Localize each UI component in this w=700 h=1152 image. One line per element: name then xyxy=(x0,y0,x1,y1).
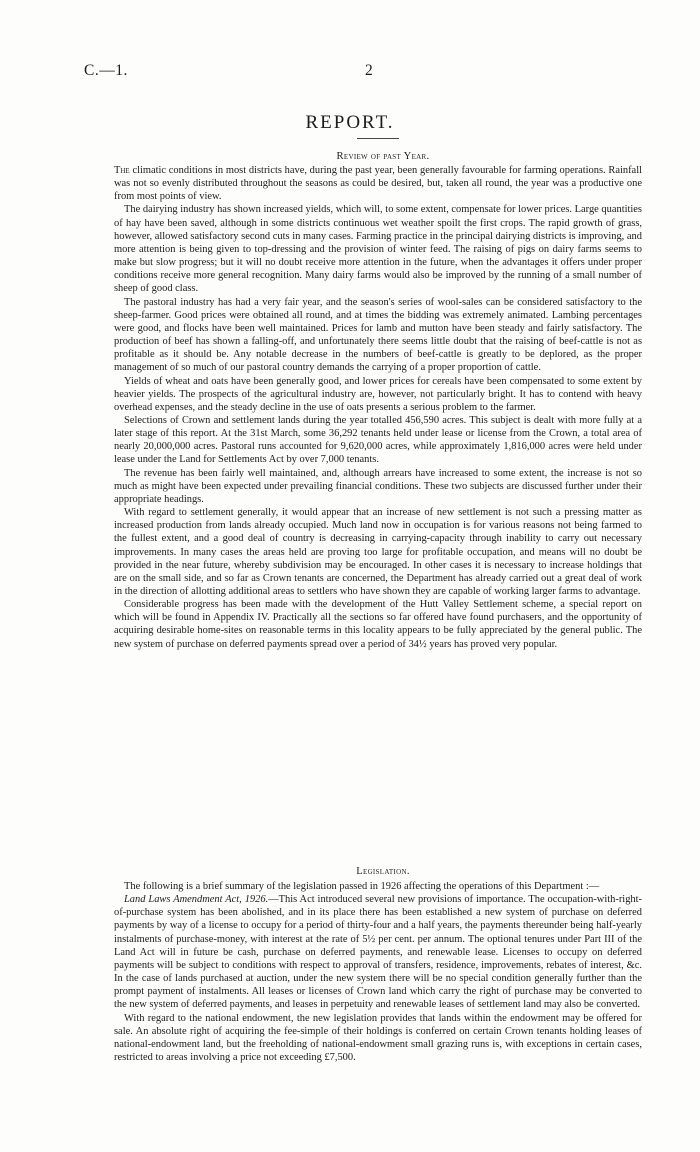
paragraph: Considerable progress has been made with the development of the Hutt Valley Settlement scheme, a special report on which will be found in Appendix IV. Practically all the sections so far offered have found purchasers, and the opportunity of acquiring desirable home-sites on reasonable terms in this locality appears to be fully appreciated by the general public. The new system of purchase on deferred payments spread over a period of 34½ years has proved very popular. xyxy=(114,599,642,650)
paragraph: The following is a brief summary of the legislation passed in 1926 affecting the operations of this Department :— xyxy=(124,881,600,892)
report-title: REPORT. xyxy=(305,112,395,133)
paragraph: The revenue has been fairly well maintained, and, although arrears have increased to some extent, the increase is not so much as might have been expected under prevailing financial conditions. These two subjects are discussed further under their appropriate headings. xyxy=(114,467,642,505)
paragraph: With regard to the national endowment, the new legislation provides that lands within the endowment may be offered for sale. An absolute right of acquiring the fee-simple of their holdings is conferred on certain Crown tenants holding leases of national-endowment land, but the freeholding of national-endowment small grazing runs is, with exceptions in certain cases, restricted to areas involving a price not exceeding £7,500. xyxy=(114,1012,642,1064)
paragraph: The dairying industry has shown increased yields, which will, to some extent, compensate for lower prices. Large quantities of hay have been saved, although in some districts continuous wet weather spoilt the first crops. The rapid growth of grass, however, allowed satisfactory second cuts in many cases. Farming practice in the principal dairying districts is improving, and more attention is being given to top-dressing and the provision of winter feed. The raising of pigs on dairy farms seems to make but slow progress; but it will no doubt receive more attention in the future, when the advantages it offers under proper conditions receive more general recognition. Many dairy farms would also be improved by the running of a small number of sheep of good class. xyxy=(114,204,642,295)
act-title: Land Laws Amendment Act, 1926. xyxy=(124,894,269,906)
paragraph: The pastoral industry has had a very fair year, and the season's series of wool-sales can be considered satisfactory to the sheep-farmer. Good prices were obtained all round, and at times the bidding was extremely animated. Lambing percentages were good, and flocks have been well maintained. Prices for lamb and mutton have been steady and fairly satisfactory. The production of beef has shown a falling-off, and unfortunately there seems little doubt that the raising of beef-cattle is not as profitable as it should be. Any notable decrease in the numbers of beef-cattle is greatly to be deplored, as the proper management of so much of our pastoral country demands the carrying of a proper proportion of cattle. xyxy=(114,296,642,374)
section-legislation-body xyxy=(114,880,642,1064)
page-number: 2 xyxy=(365,62,373,79)
paragraph-text: climatic conditions in most districts have, during the past year, been generally favourable for farming operations. Rainfall was not so evenly distributed throughout the seasons as could be desired, but, taken all round, the year was a productive one from most points of view. xyxy=(114,165,642,203)
paragraph-text: —This Act introduced several new provisions of importance. The occupation-with-right-of-purchase system has been abolished, and in its place there has been established a new system of purchase on deferred payments by way of a license to occupy for a period of thirty-four and a half years, the payments thereunder being half-yearly instalments of purchase-money, with interest at the rate of 5½ per cent. per annum. The optional tenures under Part III of the Land Act will in future be cash, purchase on deferred payments, and renewable lease. Licenses to occupy on deferred payments will be subject to conditions with respect to approval of transfers, residence, improvements, rebates of interest, &c. In the case of lands purchased at auction, under the new system there will be no special condition generally further than the prompt payment of instalments. All leases or licenses of Crown land which carry the right of purchase may be converted to the new system of deferred payments, and leases in perpetuity and renewable leases of settlement land may also be converted. xyxy=(114,894,643,1011)
section-review-body xyxy=(114,164,642,651)
title-rule xyxy=(357,138,399,139)
paragraph: Yields of wheat and oats have been generally good, and lower prices for cereals have been compensated to some extent by heavier yields. The prospects of the agricultural industry are, however, not particularly bright. It has to contend with heavy overhead expenses, and the steady decline in the use of oats presents a serious problem to the farmer. xyxy=(114,375,642,413)
header-reference: C.—1. xyxy=(84,62,128,79)
paragraph: Selections of Crown and settlement lands during the year totalled 456,590 acres. This subject is dealt with more fully at a later stage of this report. At the 31st March, some 36,292 tenants held under lease or license from the Crown, a total area of nearly 20,000,000 acres. Pastoral runs accounted for 9,620,000 acres, while approximately 1,816,000 acres were held under lease under the Land for Settlements Act by over 7,000 tenants. xyxy=(114,414,642,466)
lead-word: The xyxy=(114,165,130,176)
section-heading-legislation: Legislation. xyxy=(356,866,410,877)
section-heading-review: Review of past Year. xyxy=(336,151,430,162)
paragraph: With regard to settlement generally, it would appear that an increase of new settlement is not such a pressing matter as increased production from lands already occupied. Much land now in occupation is for various reasons not being farmed to the fullest extent, and a good deal of country is decreasing in carrying-capacity through inability to carry out necessary improvements. In many cases the areas held are proving too large for profitable occupation, and means will no doubt be provided in the near future, whereby subdivision may be encouraged. In other cases it is necessary to increase holdings that are on the small side, and so far as Crown tenants are concerned, the Department has already carried out a great deal of work in the direction of allotting additional areas to settlers who have shown they are capable of working larger farms to advantage. xyxy=(114,507,642,597)
paragraph xyxy=(114,164,642,203)
paragraph xyxy=(114,893,642,1011)
